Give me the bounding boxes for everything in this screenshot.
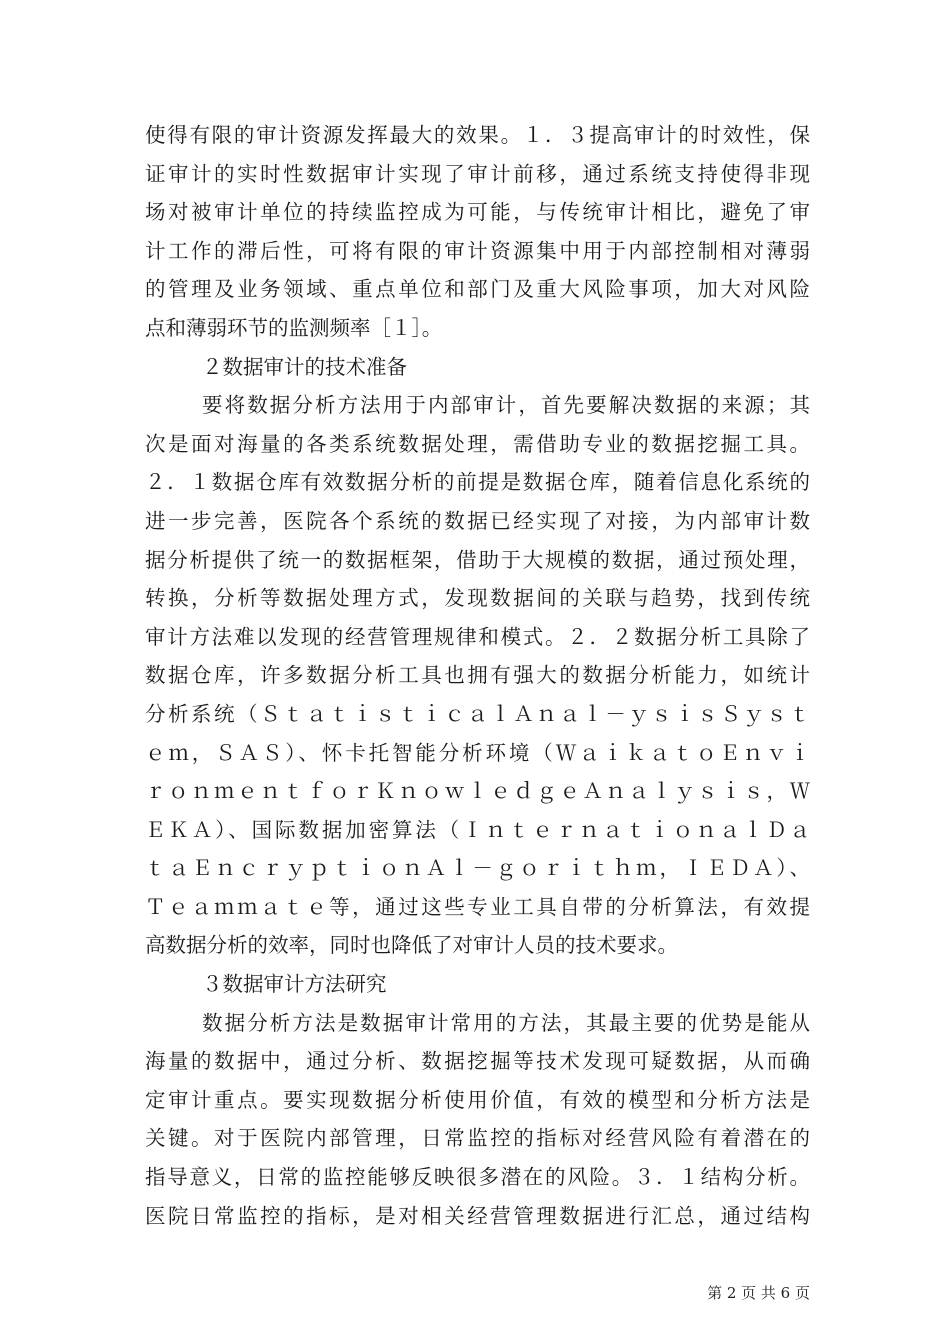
text-line: 定审计重点。要实现数据分析使用价值，有效的模型和分析方法是 (145, 1087, 810, 1112)
text-line: 高数据分析的效率，同时也降低了对审计人员的技术要求。 (145, 933, 678, 958)
page-number-footer: 第 2 页 共 6 页 (707, 1284, 810, 1302)
text-line: 场对被审计单位的持续监控成为可能，与传统审计相比，避免了审 (145, 200, 810, 225)
text-line: 医院日常监控的指标，是对相关经营管理数据进行汇总，通过结构 (145, 1203, 810, 1228)
text-line: Ｔｅａｍｍａｔｅ等，通过这些专业工具自带的分析算法，有效提 (145, 894, 810, 919)
text-line: 数据仓库，许多数据分析工具也拥有强大的数据分析能力，如统计 (145, 663, 810, 688)
body-text (145, 116, 810, 1235)
text-line: ｒｏｎｍｅｎｔｆｏｒＫｎｏｗｌｅｄｇｅＡｎａｌｙｓｉｓ，Ｗ (145, 779, 810, 804)
text-line: 要将数据分析方法用于内部审计，首先要解决数据的来源；其 (202, 393, 810, 418)
text-line: 审计方法难以发现的经营管理规律和模式。２．２数据分析工具除了 (145, 624, 810, 649)
text-line: 分析系统（ＳｔａｔｉｓｔｉｃａｌＡｎａｌ－ｙｓｉｓＳｙｓｔ (145, 701, 810, 726)
text-line: 转换，分析等数据处理方式，发现数据间的关联与趋势，找到传统 (145, 586, 810, 611)
text-line: 次是面对海量的各类系统数据处理，需借助专业的数据挖掘工具。 (145, 431, 810, 456)
text-line: 关键。对于医院内部管理，日常监控的指标对经营风险有着潜在的 (145, 1126, 810, 1151)
section-heading: ２数据审计的技术准备 (202, 354, 407, 379)
text-line: 使得有限的审计资源发挥最大的效果。１．３提高审计的时效性，保 (145, 123, 810, 147)
text-line: ２．１数据仓库有效数据分析的前提是数据仓库，随着信息化系统的 (145, 470, 810, 495)
text-line: 进一步完善，医院各个系统的数据已经实现了对接，为内部审计数 (145, 508, 810, 533)
text-line: 据分析提供了统一的数据框架，借助于大规模的数据，通过预处理， (145, 547, 810, 572)
text-line: 的管理及业务领域、重点单位和部门及重大风险事项，加大对风险 (145, 277, 810, 302)
text-line: 点和薄弱环节的监测频率［１］。 (145, 315, 443, 340)
text-line: ｅｍ，ＳＡＳ）、怀卡托智能分析环境（ＷａｉｋａｔｏＥｎｖｉ (145, 740, 810, 765)
section-heading: ３数据审计方法研究 (202, 972, 387, 997)
text-line: ＥＫＡ）、国际数据加密算法（ＩｎｔｅｒｎａｔｉｏｎａｌＤａ (145, 817, 810, 842)
text-line: 海量的数据中，通过分析、数据挖掘等技术发现可疑数据，从而确 (145, 1049, 810, 1074)
text-line: 计工作的滞后性，可将有限的审计资源集中用于内部控制相对薄弱 (145, 238, 810, 263)
text-line: ｔａＥｎｃｒｙｐｔｉｏｎＡｌ－ｇｏｒｉｔｈｍ，ＩＥＤＡ）、 (145, 856, 810, 881)
text-line: 证审计的实时性数据审计实现了审计前移，通过系统支持使得非现 (145, 161, 810, 186)
text-line: 数据分析方法是数据审计常用的方法，其最主要的优势是能从 (202, 1010, 810, 1035)
text-line: 指导意义，日常的监控能够反映很多潜在的风险。３．１结构分析。 (145, 1165, 810, 1190)
